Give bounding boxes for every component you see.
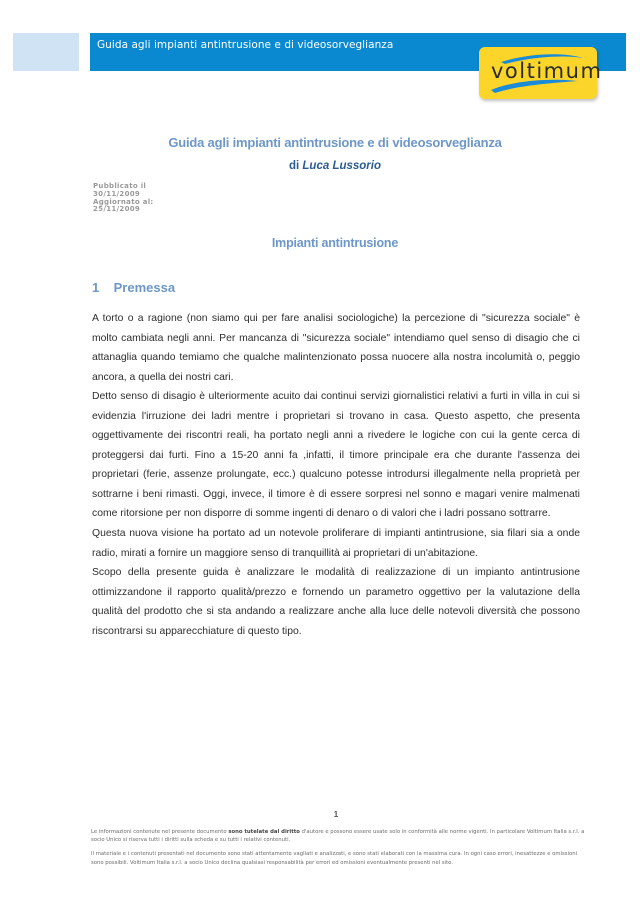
published-label: Pubblicato il [93, 182, 147, 190]
paragraph: Scopo della presente guida è analizzare le modalità di realizzazione di un impianto antintrusione ottimizzandone il rapporto qualità/prezzo e fornendo un parametro oggettivo per la valutazione della qualità del prodotto che si sta andando a realizzare anche alla luce delle notevoli diversità che possono riscontrarsi su apparecchiature di questo tipo. [92, 567, 580, 637]
updated-label: Aggiornato al: [93, 197, 154, 206]
author-line [80, 160, 590, 172]
notice-1-post: d'autore e possono essere usate solo in conformità alle norme vigenti. In particolare Voltimum Italia s.r.l. a socio Unico si riserva tutti i diritti sulla scheda e su tutti i relativi contenuti. [91, 829, 585, 844]
notice-1-bold: sono tutelate dal diritto [228, 829, 300, 835]
updated-date: 25/11/2009 [93, 205, 141, 214]
logo-text: voltimum [491, 59, 603, 83]
heading-premessa [92, 280, 175, 295]
voltimum-logo [479, 47, 603, 99]
document-title: Guida agli impianti antintrusione e di videosorveglianza [168, 135, 502, 150]
published-date: 30/11/2009 [93, 189, 141, 198]
header-side-box [13, 33, 79, 71]
heading-text: Premessa [113, 280, 176, 295]
notice-1-pre: Le informazioni contenute nel presente documento [91, 829, 229, 835]
author-name: Luca Lussorio [302, 160, 382, 172]
heading-number: 1 [92, 280, 100, 295]
disclaimer-notice: Il materiale e i contenuti presentati nel documento sono stati attentamente vagliati e analizzati, e sono stati elaborati con la massima cura. In ogni caso errori, inesattezze e omissioni sono possibili. Voltimum Italia s.r.l. a socio Unico declina qualsiasi responsabilità per errori ed omissioni eventualmente presenti nel sito. [91, 851, 578, 866]
paragraph: Questa nuova visione ha portato ad un notevole proliferare di impianti antintrusione, sia filari sia a onde radio, mirati a fornire un maggiore senso di tranquillità ai proprietari di un'abitazione. [92, 528, 580, 559]
author-prefix: di [288, 160, 300, 172]
page-number: 1 [333, 810, 339, 819]
section-title: Impianti antintrusione [271, 236, 399, 250]
publication-meta [93, 183, 154, 214]
copyright-notice [91, 828, 591, 844]
header-title: Guida agli impianti antintrusione e di videosorveglianza [97, 39, 394, 51]
footer-notice [91, 828, 591, 873]
paragraph: A torto o a ragione (non siamo qui per fare analisi sociologiche) la percezione di "sicurezza sociale" è molto cambiata negli anni. Per mancanza di "sicurezza sociale" intendiamo quel senso di disagio che ci attanaglia quando temiamo che qualche malintenzionato possa nuocere alla nostra incolumità o, peggio ancora, a quella dei nostri cari. [92, 313, 580, 383]
paragraph: Detto senso di disagio è ulteriormente acuito dai continui servizi giornalistici relativi a furti in villa in cui si evidenzia l'irruzione dei ladri mentre i proprietari si trovano in casa. Questo aspetto, che presenta oggettivamente dei riscontri reali, ha portato negli anni a rivedere le logiche con cui la gente cerca di proteggersi dai furti. Fino a 15-20 anni fa ,infatti, il timore principale era che durante l'assenza dei proprietari (ferie, assenze prolungate, ecc.) qualcuno potesse introdursi illegalmente nella proprietà per sottrarne i beni rimasti. Oggi, invece, il timore è di essere sorpresi nel sonno e magari venire malmenati come ritorsione per non disporre di somme ingenti di denaro o di valori che i ladri possano sottrarre. [92, 391, 580, 520]
body-text [92, 309, 580, 641]
